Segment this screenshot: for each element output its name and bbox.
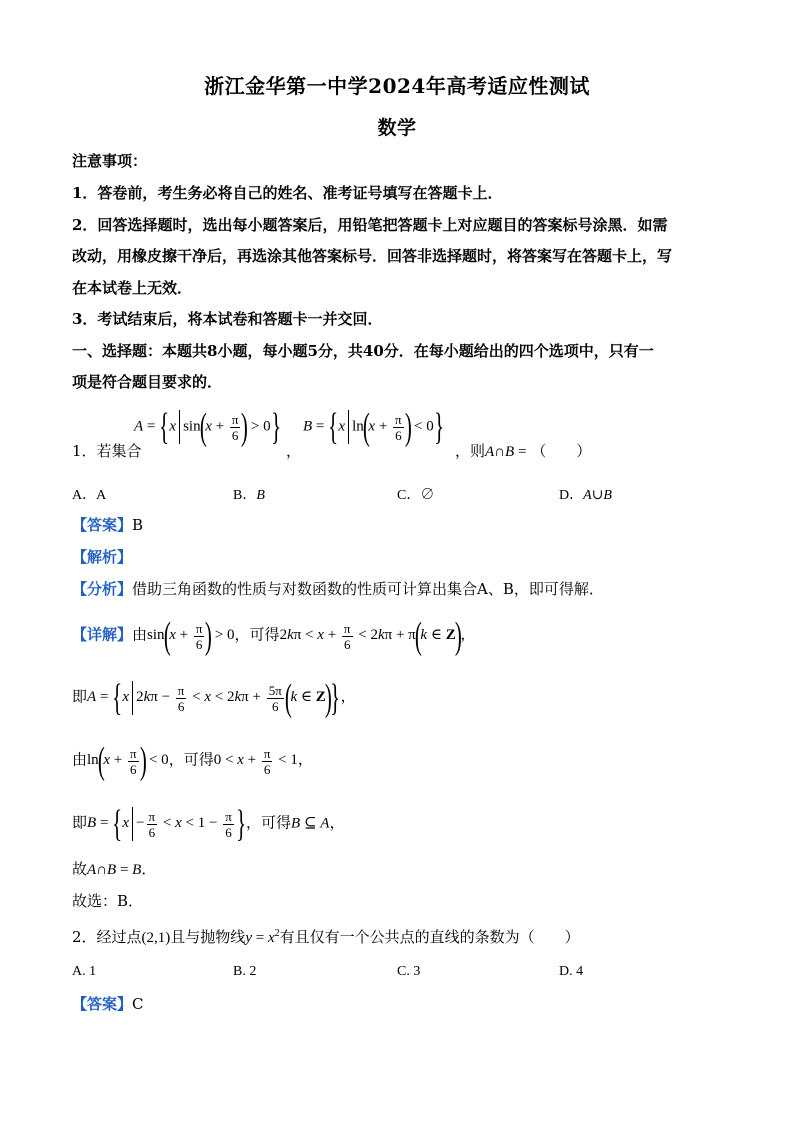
q1-set-b: B = {x ln(x + $\frac{\pi}{6}$ ) < 0} [303,406,444,448]
exam-subject: 数学 [377,117,417,139]
q1-comma: ， [286,442,302,460]
q1-then: ，则A∩B = （ ） [455,442,592,460]
q2-stem: 2．经过点(2,1)且与抛物线$y = x^2$有且仅有一个公共点的直线的条数为（ ） [72,928,580,946]
q1-analysis-tag: 【解析】 [72,548,133,566]
q2-option-d: D. 4 [559,964,584,979]
q1-option-b: B．B [233,488,265,503]
q1-stem-label: 1．若集合 [72,442,142,460]
q1-option-c: C．∅ [397,488,435,503]
q1-detail-line-2: 即A = {x 2kπ − $\frac{\pi}{6}$ < x < 2kπ + $\frac{5\pi}{6}$ (k ∈ Z)}， [72,677,356,719]
q1-set-a: A = {x sin(x + $\frac{\pi}{6}$ ) > 0} [134,406,281,448]
q2-option-c: C. 3 [397,964,421,979]
q1-fenxi: 【分析】借助三角函数的性质与对数函数的性质可计算出集合A、B，即可得解． [72,580,604,598]
q1-option-a: A．A [72,488,107,503]
notice-item-2-line-3: 在本试卷上无效． [72,279,193,297]
notice-heading: 注意事项： [72,152,148,170]
q2-option-a: A. 1 [72,964,97,979]
q1-detail-line-5: 故A∩B = B． [72,860,157,878]
notice-item-2-line-1: 2．回答选择题时，选出每小题答案后，用铅笔把答题卡上对应题目的答案标号涂黑．如需 [72,216,668,234]
q1-detail-line-1: 【详解】由sin(x + $\frac{\pi}{6}$ ) > 0，可得2kπ < x + $\frac{\pi}{6}$ < 2kπ + π(k ∈ Z)， [72,615,476,657]
notice-item-2-line-2: 改动，用橡皮擦干净后，再选涂其他答案标号．回答非选择题时，将答案写在答题卡上，写 [72,247,673,265]
q2-option-b: B. 2 [233,964,257,979]
q1-conclusion: 故选：B． [72,892,144,910]
q1-answer: 【答案】B [72,516,144,534]
q1-option-d: D．A∪B [559,488,612,503]
notice-item-3: 3．考试结束后，将本试卷和答题卡一并交回． [72,310,383,328]
q1-detail-line-4: 即B = {x − $\frac{\pi}{6}$ < x < 1 − $\frac{\pi}{6}$ }，可得B ⊆ A， [72,803,345,845]
q2-answer: 【答案】C [72,995,144,1013]
notice-item-1: 1．答卷前，考生务必将自己的姓名、准考证号填写在答题卡上． [72,184,503,202]
exam-title: 浙江金华第一中学2024年高考适应性测试 [204,74,590,98]
section-heading-line-1: 一、选择题：本题共8小题，每小题5分，共40分．在每小题给出的四个选项中，只有一 [72,342,654,360]
q1-detail-line-3: 由ln(x + $\frac{\pi}{6}$ ) < 0，可得0 < x + $\frac{\pi}{6}$ < 1， [72,740,313,782]
section-heading-line-2: 项是符合题目要求的． [72,373,223,391]
